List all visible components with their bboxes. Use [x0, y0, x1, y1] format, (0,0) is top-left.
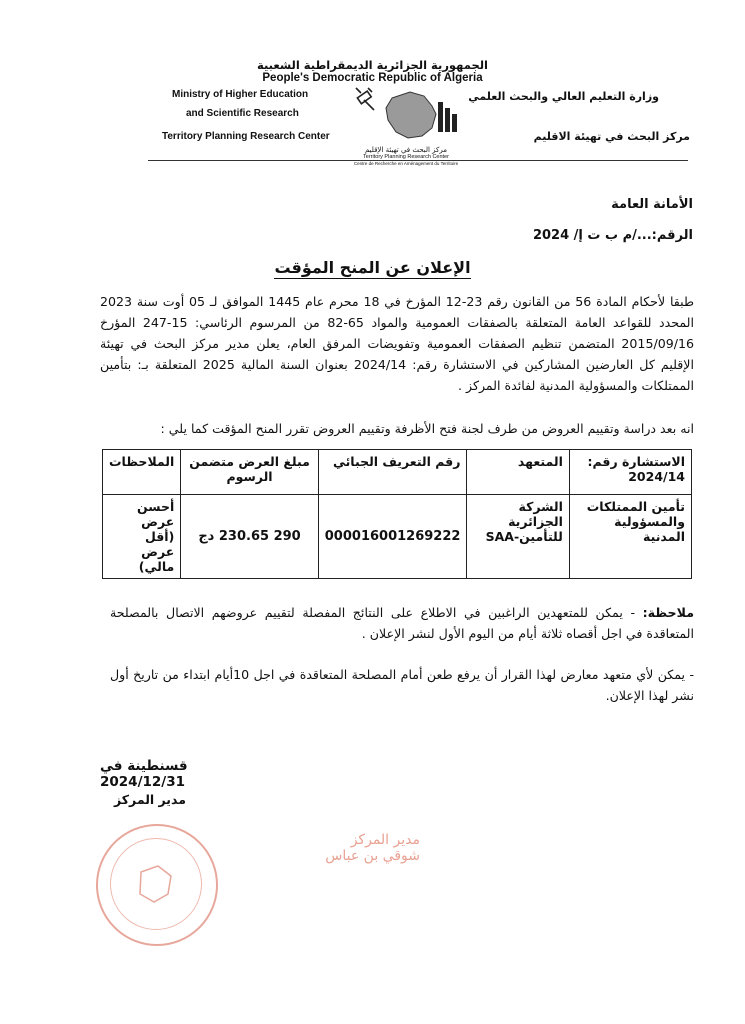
header-divider — [148, 160, 688, 161]
cell-tax-id: 000016001269222 — [318, 495, 467, 579]
header-amount: مبلغ العرض متضمن الرسوم — [181, 450, 318, 495]
logo-caption-french: Centre de Recherche en Aménagement du Territoire — [353, 161, 459, 166]
ministry-english-line2: and Scientific Research — [186, 108, 299, 119]
ministry-arabic: وزارة التعليم العالي والبحث العلمي — [468, 90, 659, 103]
header-bidder: المتعهد — [467, 450, 569, 495]
header-tax-id: رقم التعريف الجبائي — [318, 450, 467, 495]
cell-remarks: أحسن عرض (أقل عرض مالي) — [103, 495, 181, 579]
director-signature — [255, 832, 420, 884]
reference-number: الرقم:.../م ب ت إ/ 2024 — [532, 228, 693, 243]
department-label: الأمانة العامة — [611, 197, 693, 212]
note-2: - يمكن لأي متعهد معارض لهذا القرار أن يرفع طعن أمام المصلحة المتعاقدة في اجل 10أيام ابتداء من تاريخ أول نشر لهذا الإعلان. — [110, 667, 694, 703]
legal-basis-paragraph: طبقا لأحكام المادة 56 من القانون رقم 23-12 المؤرخ في 18 محرم عام 1445 الموافق لـ 05 أوت سنة 2023 المحدد للقواعد العامة المتعلقة بالصفقات العمومية والمواد 65-82 من المرسوم الرئاسي: 15-247 المؤرخ 2015/09/16 المتضمن تنظيم الصفقات العمومية وتفويضات المرفق العام، يعلن مدير مركز البحث في تهيئة الإقليم كل العارضين المشاركين في الاستشارة رقم: 2024/14 بعنوان السنة المالية 2025 المتعلقة بـ: بتأمين الممتلكات والمسؤولية المدنية لفائدة المركز . — [100, 294, 694, 393]
cell-subject: تأمين الممتلكات والمسؤولية المدنية — [569, 495, 691, 579]
signature-line-1: مدير المركز — [350, 832, 420, 848]
republic-arabic: الجمهورية الجزائرية الديمقراطية الشعبية — [256, 58, 488, 72]
cell-bidder: الشركة الجزائرية للتأمين-SAA — [467, 495, 569, 579]
award-table — [102, 449, 692, 579]
document-title: الإعلان عن المنح المؤقت — [274, 258, 471, 277]
logo-emblem-icon — [352, 84, 460, 142]
center-logo — [352, 84, 460, 166]
table-header-row — [103, 450, 692, 495]
ministry-english-line1: Ministry of Higher Education — [172, 89, 309, 100]
cell-amount: 290 230.65 دج — [181, 495, 318, 579]
note-1 — [110, 602, 694, 644]
header-consultation: الاستشارة رقم: 2024/14 — [569, 450, 691, 495]
signatory-title: مدير المركز — [114, 792, 186, 807]
place-date: قسنطينة في 2024/12/31 — [100, 758, 188, 790]
signature-line-2: شوقي بن عباس — [325, 848, 420, 864]
table-row — [103, 495, 692, 579]
header-remarks: الملاحظات — [103, 450, 181, 495]
official-stamp — [96, 824, 218, 946]
stamp-emblem-icon — [96, 824, 214, 942]
republic-english: People's Democratic Republic of Algeria — [262, 72, 483, 84]
evaluation-paragraph: انه بعد دراسة وتقييم العروض من طرف لجنة فتح الأظرفة وتقييم العروض تقرر المنح المؤقت كما يلي : — [160, 421, 694, 436]
logo-caption-arabic: مركز البحث في تهيئة الإقليم — [365, 146, 447, 154]
note-1-text: - يمكن للمتعهدين الراغبين في الاطلاع على النتائج المفصلة لتقييم عروضهم الاتصال بالمصلحة المتعاقدة في اجل أقصاه ثلاثة أيام من اليوم الأول لنشر الإعلان . — [110, 605, 694, 641]
center-english: Territory Planning Research Center — [162, 131, 330, 142]
center-arabic: مركز البحث في تهيئة الاقليم — [533, 130, 690, 143]
logo-caption-english: Territory Planning Research Center — [363, 154, 449, 160]
note-label: ملاحظة: — [642, 605, 694, 620]
